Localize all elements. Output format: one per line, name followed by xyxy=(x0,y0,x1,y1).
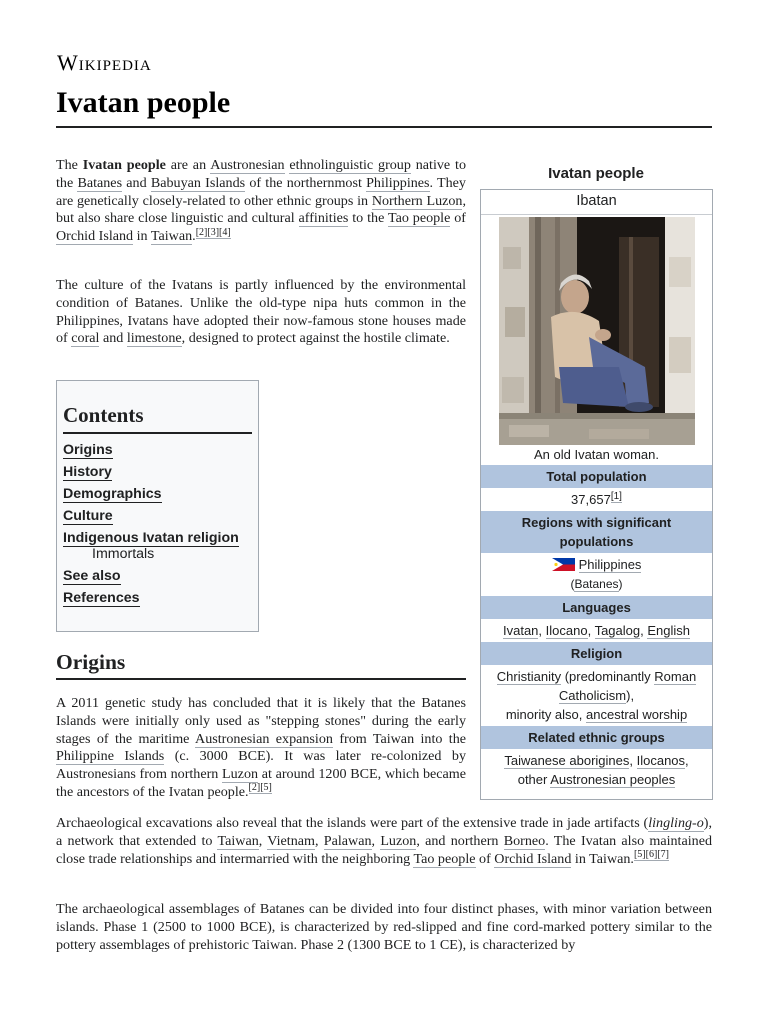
origins-paragraph-2: Archaeological excavations also reveal that the islands were part of the extensive trade in jade artifacts (lingling-o), a network that extended to Taiwan, Vietnam, Palawan, Luzon, and northern Borneo. The Ivatan also maintained close trade relationships and intermarried with the neighboring Tao people of Orchid Island in Taiwan.[5][6][7] xyxy=(56,815,712,867)
photo-old-ivatan-woman xyxy=(499,217,695,445)
toc-item-references[interactable]: References xyxy=(63,590,140,606)
link-affinities[interactable]: affinities xyxy=(298,210,349,227)
toc-item-history[interactable]: History xyxy=(63,464,112,480)
toc-item-indigenous-religion[interactable]: Indigenous Ivatan religion xyxy=(63,530,239,546)
ref-link[interactable]: [5] xyxy=(260,782,272,794)
intro-paragraph-2: The culture of the Ivatans is partly influenced by the environmental condition of Batanes. Unlike the old-type nipa huts common in the Philippines, Ivatans have adopted their now-famous stone houses made of coral and limestone, designed to protect against the hostile climate. xyxy=(56,277,466,347)
link-orchid-island[interactable]: Orchid Island xyxy=(56,228,134,245)
page-title: Ivatan people xyxy=(56,86,231,119)
link-batanes-region[interactable]: Batanes xyxy=(574,577,619,591)
link-austronesian-peoples[interactable]: Austronesian peoples xyxy=(550,772,676,787)
link-ancestral-worship[interactable]: ancestral worship xyxy=(586,707,688,722)
infobox-religion: Christianity (predominantly Roman Catholicism), minority also, ancestral worship xyxy=(496,669,697,722)
infobox-header-regions: Regions with significant populations xyxy=(481,511,712,553)
link-tao-people-2[interactable]: Tao people xyxy=(413,850,476,867)
infobox-related-groups: Taiwanese aborigines, Ilocanos, other Austronesian peoples xyxy=(504,753,689,787)
infobox-photo[interactable] xyxy=(499,217,695,445)
link-orchid-island-2[interactable]: Orchid Island xyxy=(494,850,572,867)
toc-item-see-also[interactable]: See also xyxy=(63,568,121,584)
link-babuyan-islands[interactable]: Babuyan Islands xyxy=(150,174,246,191)
infobox-header-languages: Languages xyxy=(481,596,712,619)
link-luzon-2[interactable]: Luzon xyxy=(380,832,417,849)
link-lingling-o[interactable]: lingling-o xyxy=(648,815,704,831)
link-taiwan[interactable]: Taiwan xyxy=(150,228,193,245)
link-palawan[interactable]: Palawan xyxy=(323,832,372,849)
ref-link[interactable]: [1] xyxy=(610,490,622,502)
origins-paragraph-3: The archaeological assemblages of Batanes can be divided into four distinct phases, with minor variation between islands. Phase 1 (2500 to 1000 BCE), is characterized by red-slipped and fine cord-marked pottery similar to the pottery assemblages of prehistoric Taiwan. Phase 2 (1300 BCE to 1 CE), is characterized by xyxy=(56,901,712,953)
link-english-language[interactable]: English xyxy=(647,623,690,638)
link-christianity[interactable]: Christianity xyxy=(496,669,562,684)
wikipedia-wordmark[interactable]: Wikipedia xyxy=(57,50,152,75)
link-ilocano-language[interactable]: Ilocano xyxy=(545,623,588,638)
toc-item-culture[interactable]: Culture xyxy=(63,508,113,524)
link-roman-catholicism[interactable]: Roman Catholicism xyxy=(558,669,697,703)
link-philippine-islands[interactable]: Philippine Islands xyxy=(56,748,165,765)
link-ethnolinguistic-group[interactable]: ethnolinguistic group xyxy=(289,157,411,173)
ref-link[interactable]: [2] xyxy=(195,226,208,238)
link-taiwanese-aborigines[interactable]: Taiwanese aborigines xyxy=(504,753,630,768)
ref-link[interactable]: [5] xyxy=(633,848,646,860)
philippines-flag-icon xyxy=(552,557,575,570)
link-borneo[interactable]: Borneo xyxy=(503,832,546,849)
infobox-image-caption: An old Ivatan woman. xyxy=(533,447,660,462)
infobox-native-name: Ibatan xyxy=(481,190,712,215)
infobox xyxy=(480,189,713,800)
infobox-header-related-groups: Related ethnic groups xyxy=(481,726,712,749)
infobox-header-total-population: Total population xyxy=(481,465,712,488)
ref-link[interactable]: [6] xyxy=(645,848,658,860)
link-tagalog-language[interactable]: Tagalog xyxy=(594,623,641,638)
intro-paragraph-1: The Ivatan people are an Austronesian ethnolinguistic group native to the Batanes and Babuyan Islands of the northernmost Philippines. They are genetically closely-related to other ethnic groups in Northern Luzon, but also share close linguistic and cultural affinities to the Tao people of Orchid Island in Taiwan.[2][3][4] xyxy=(56,157,467,245)
link-philippines-region[interactable]: Philippines xyxy=(578,557,642,572)
section-heading-origins: Origins xyxy=(56,650,126,674)
link-ivatan-language[interactable]: Ivatan xyxy=(503,623,539,638)
table-of-contents xyxy=(56,380,259,632)
ref-link[interactable]: [4] xyxy=(219,226,231,238)
infobox-regions: Philippines (Batanes) xyxy=(481,553,712,596)
article-subject: Ivatan people xyxy=(82,157,166,173)
ref-link[interactable]: [7] xyxy=(657,848,669,860)
infobox-total-population: 37,657[1] xyxy=(571,490,622,507)
title-divider xyxy=(56,126,712,128)
link-tao-people[interactable]: Tao people xyxy=(387,210,451,227)
toc-item-origins[interactable]: Origins xyxy=(63,442,113,458)
link-luzon[interactable]: Luzon xyxy=(222,766,259,783)
infobox-languages: Ivatan, Ilocano, Tagalog, English xyxy=(503,623,690,638)
infobox-header-religion: Religion xyxy=(481,642,712,665)
link-vietnam[interactable]: Vietnam xyxy=(267,832,315,849)
link-austronesian-expansion[interactable]: Austronesian expansion xyxy=(195,730,333,747)
toc-title: Contents xyxy=(63,403,252,434)
link-taiwan-2[interactable]: Taiwan xyxy=(217,832,259,849)
link-ilocanos[interactable]: Ilocanos xyxy=(636,753,686,768)
section-divider xyxy=(56,678,466,680)
toc-item-immortals[interactable]: Immortals xyxy=(92,546,155,562)
toc-item-demographics[interactable]: Demographics xyxy=(63,486,162,502)
ref-link[interactable]: [3] xyxy=(207,226,220,238)
link-coral[interactable]: coral xyxy=(71,330,100,347)
link-philippines[interactable]: Philippines xyxy=(366,174,430,191)
ref-link[interactable]: [2] xyxy=(248,782,261,794)
link-batanes[interactable]: Batanes xyxy=(77,174,123,191)
link-northern-luzon[interactable]: Northern Luzon xyxy=(371,192,463,209)
link-limestone[interactable]: limestone xyxy=(126,330,182,347)
origins-paragraph-1: A 2011 genetic study has concluded that it is likely that the Batanes Islands were initially only used as "stepping stones" during the early stages of the maritime Austronesian expansion from Taiwan into the Philippine Islands (c. 3000 BCE). It was later re-colonized by Austronesians from northern Luzon at around 1200 BCE, which became the ancestors of the Ivatan people.[2][5] xyxy=(56,695,467,800)
infobox-title: Ivatan people xyxy=(548,165,644,182)
link-austronesian[interactable]: Austronesian xyxy=(210,157,285,173)
